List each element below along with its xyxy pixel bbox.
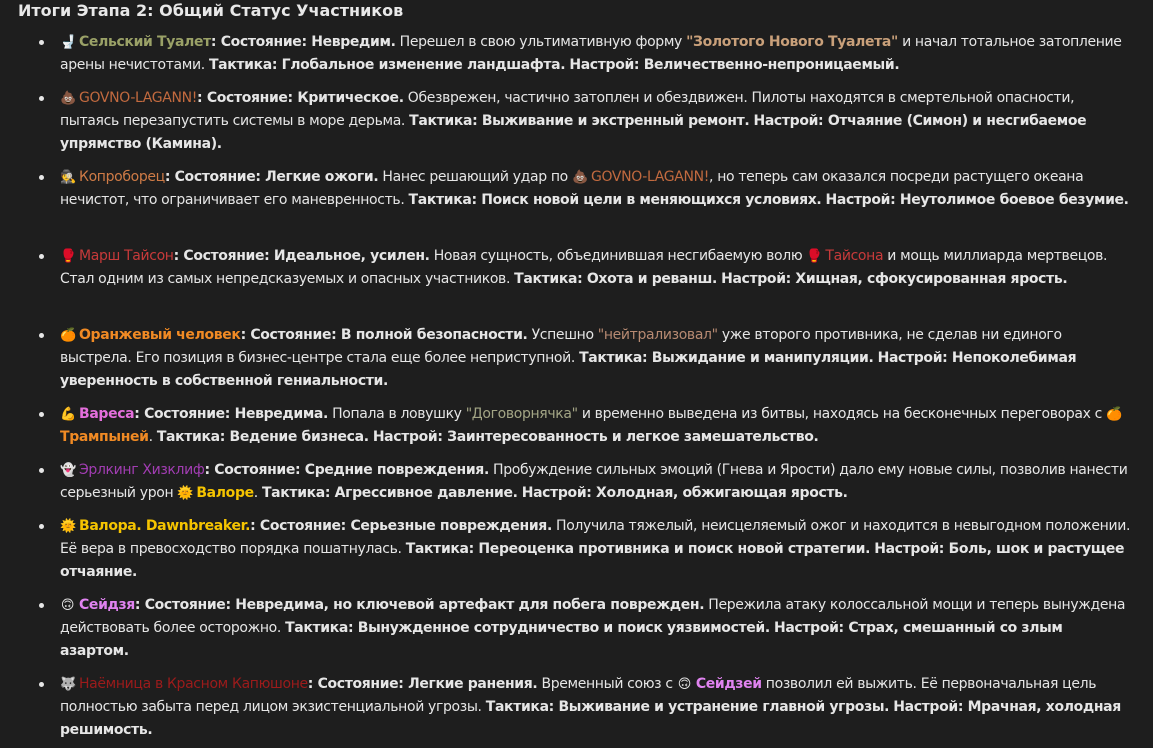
participant-item-govno-lagann: 💩 GOVNO-LAGANN!: Состояние: Критическое. Обезврежен, частично затоплен и обездвижен. Пилоты находятся в смертельной опасности, пытаясь перезапустить системы в море дерьма. Тактика: Выживание и экстренный ремонт. Настрой: Отчаяние (Симон) и несгибаемое упрямство (Камина). — [60, 87, 1135, 156]
participant-name: Валора. Dawnbreaker. — [79, 518, 251, 534]
ghost-icon: 👻 — [60, 463, 76, 478]
participant-description: Получила тяжелый, неисцеляемый ожог и находится в невыгодном положении. Её вера в превосходство порядка пошатнулась. — [60, 518, 1131, 557]
participant-item-koproborets: 🕵 Копроборец: Состояние: Легкие ожоги. Нанес решающий удар по 💩 GOVNO-LAGANN!, но теперь сам оказался посреди растущего океана нечистот, что ограничивает его маневренность. Тактика: Поиск новой цели в меняющихся условиях. Настрой: Неутолимое боевое безумие. — [60, 166, 1135, 212]
participant-item-erlking: 👻 Эрлкинг Хизклиф: Состояние: Средние повреждения. Пробуждение сильных эмоций (Гнева и Ярости) дало ему новые силы, позволив нанести серьезный урон 🌞 Валоре. Тактика: Агрессивное давление. Настрой: Холодная, обжигающая ярость. — [60, 459, 1135, 505]
participant-mood: Настрой: Величественно-непроницаемый. — [569, 57, 900, 73]
orange-icon: 🍊 — [60, 328, 76, 343]
participant-mood: Настрой: Страх, смешанный со злым азартом. — [60, 620, 1063, 659]
wolf-icon: 🐺 — [60, 677, 76, 692]
participant-quote: "Договорнячка" — [465, 406, 578, 422]
participant-description-cont: , но теперь сам оказался посреди растущего океана нечистот, что ограничивает его маневренность. — [60, 169, 1084, 208]
participant-description: Нанес решающий удар по — [378, 169, 572, 185]
participant-description: Перешел в свою ультимативную форму — [395, 34, 687, 50]
participant-status: Состояние: Средние повреждения. — [214, 462, 489, 478]
participant-name: Марш Тайсон — [79, 248, 174, 264]
list-bullet — [39, 412, 44, 417]
participant-name: Копроборец — [79, 169, 165, 185]
participant-description-end: . — [253, 485, 262, 501]
participant-tactic: Тактика: Охота и реванш. — [514, 271, 717, 287]
participant-tactic: Тактика: Выживание и устранение главной угрозы. — [485, 699, 890, 715]
participant-status: Состояние: Легкие ожоги. — [174, 169, 379, 185]
participant-description-cont: уже второго противника, не сделав ни единого выстрела. Его позиция в бизнес-центре стала еще более неприступной. — [60, 327, 1062, 366]
participant-item-orange-man: 🍊 Оранжевый человек: Состояние: В полной безопасности. Успешно "нейтрализовал" уже второго противника, не сделав ни единого выстрела. Его позиция в бизнес-центре стала еще более неприступной. Тактика: Выжидание и манипуляции. Настрой: Непоколебимая уверенность в собственной гениальности. — [60, 324, 1135, 393]
participant-status: Состояние: Невредима. — [144, 406, 328, 422]
participant-description: Успешно — [527, 327, 598, 343]
participant-reference: Тайсона — [825, 248, 884, 264]
participant-reference: Трампыней — [60, 429, 149, 445]
list-bullet — [39, 175, 44, 180]
participant-mood: Настрой: Неутолимое боевое безумие. — [825, 192, 1129, 208]
list-bullet — [39, 603, 44, 608]
participant-mood: Настрой: Мрачная, холодная решимость. — [60, 699, 1121, 738]
list-bullet — [39, 524, 44, 529]
participant-mood: Настрой: Хищная, сфокусированная ярость. — [721, 271, 1068, 287]
list-bullet — [39, 254, 44, 259]
participant-mood: Настрой: Непоколебимая уверенность в собственной гениальности. — [60, 350, 1077, 389]
participant-item-seidzya: 🙃 Сейдзя: Состояние: Невредима, но ключевой артефакт для побега поврежден. Пережила атаку колоссальной мощи и теперь вынуждена действовать более осторожно. Тактика: Вынужденное сотрудничество и поиск уязвимостей. Настрой: Страх, смешанный со злым азартом. — [60, 594, 1135, 663]
flexed-biceps-icon: 💪 — [60, 407, 76, 422]
participant-reference: Валоре — [196, 485, 254, 501]
participant-status: Состояние: Невредима, но ключевой артефакт для побега поврежден. — [144, 597, 705, 613]
participant-status: Состояние: Легкие ранения. — [317, 676, 538, 692]
participant-mood: Настрой: Холодная, обжигающая ярость. — [521, 485, 848, 501]
participant-tactic: Тактика: Вынужденное сотрудничество и поиск уязвимостей. — [285, 620, 770, 636]
list-bullet — [39, 333, 44, 338]
participant-name: Вареса — [79, 406, 135, 422]
participant-quote: "Золотого Нового Туалета" — [686, 34, 898, 50]
participant-description: Временный союз с — [537, 676, 677, 692]
participant-item-valora — [60, 515, 1135, 584]
participant-mood: Настрой: Заинтересованность и легкое замешательство. — [372, 429, 819, 445]
participant-name: Сельский Туалет — [79, 34, 211, 50]
participant-mood: Настрой: Боль, шок и растущее отчаяние. — [60, 541, 1125, 580]
list-bullet — [39, 40, 44, 45]
participant-tactic: Тактика: Переоценка противника и поиск новой стратегии. — [405, 541, 871, 557]
participant-tactic: Тактика: Агрессивное давление. — [261, 485, 518, 501]
participant-status: Состояние: Невредим. — [220, 34, 396, 50]
participant-description: Попала в ловушку — [328, 406, 466, 422]
list-bullet — [39, 96, 44, 101]
participant-status: Состояние: Критическое. — [206, 90, 404, 106]
boxing-glove-icon: 🥊 — [806, 249, 823, 264]
participant-description: Новая сущность, объединившая несгибаемую волю — [429, 248, 807, 264]
participant-description-cont: и начал тотальное затопление арены нечистотами. — [60, 34, 1122, 73]
toilet-icon: 🚽 — [60, 35, 76, 50]
participant-item-toilet: 🚽 Сельский Туалет: Состояние: Невредим. Перешел в свою ультимативную форму "Золотого Нового Туалета" и начал тотальное затопление арены нечистотами. Тактика: Глобальное изменение ландшафта. Настрой: Величественно-непроницаемый. — [60, 31, 1135, 77]
participant-description: Пробуждение сильных эмоций (Гнева и Ярости) дало ему новые силы, позволив нанести серьезный урон — [60, 462, 1128, 501]
participant-description: Обезврежен, частично затоплен и обездвижен. Пилоты находятся в смертельной опасности, пытаясь перезапустить системы в море дерьма. — [60, 90, 1075, 129]
poop-icon: 💩 — [571, 170, 588, 185]
upside-down-face-icon: 🙃 — [677, 677, 691, 692]
list-bullet — [39, 468, 44, 473]
participant-name: Наёмница в Красном Капюшоне — [79, 676, 308, 692]
sun-icon: 🌞 — [60, 519, 76, 534]
list-bullet — [39, 682, 44, 687]
participant-tactic: Тактика: Выжидание и манипуляции. — [579, 350, 874, 366]
page-title: Итоги Этапа 2: Общий Статус Участников — [18, 1, 404, 20]
participant-mood: Настрой: Отчаяние (Симон) и несгибаемое упрямство (Камина). — [60, 113, 1087, 152]
participant-reference: Сейдзей — [695, 676, 762, 692]
participant-description-cont: позволил ей выжить. Её первоначальная цель полностью забыта перед лицом экзистенциальной угрозы. — [60, 676, 1097, 715]
participant-status: : Состояние: Серьезные повреждения. — [250, 518, 552, 534]
participant-name: GOVNO-LAGANN! — [79, 90, 198, 106]
participant-status: Состояние: В полной безопасности. — [250, 327, 528, 343]
participant-description-cont: и мощь миллиарда мертвецов. Стал одним из самых непредсказуемых и опасных участников. — [60, 248, 1108, 287]
participant-tactic: Тактика: Поиск новой цели в меняющихся условиях. — [408, 192, 822, 208]
participant-name: Эрлкинг Хизклиф — [79, 462, 205, 478]
participant-name: Оранжевый человек — [79, 327, 241, 343]
participant-tactic: Тактика: Ведение бизнеса. — [156, 429, 369, 445]
participant-item-varesa: 💪 Вареса: Состояние: Невредима. Попала в ловушку "Договорнячка" и временно выведена из битвы, находясь на бесконечных переговорах с 🍊Трампыней. Тактика: Ведение бизнеса. Настрой: Заинтересованность и легкое замешательство. — [60, 403, 1135, 449]
participant-description-end: . — [148, 429, 157, 445]
sun-icon: 🌞 — [177, 486, 194, 501]
participant-name: Сейдзя — [79, 597, 135, 613]
orange-icon: 🍊 — [1106, 407, 1122, 422]
participant-description-cont: и временно выведена из битвы, находясь на бесконечных переговорах с — [577, 406, 1107, 422]
detective-icon: 🕵 — [60, 170, 76, 185]
participant-item-naemnitsa: 🐺 Наёмница в Красном Капюшоне: Состояние: Легкие ранения. Временный союз с 🙃 Сейдзей позволил ей выжить. Её первоначальная цель полностью забыта перед лицом экзистенциальной угрозы. Тактика: Выживание и устранение главной угрозы. Настрой: Мрачная, холодная решимость. — [60, 673, 1135, 742]
participant-tactic: Тактика: Глобальное изменение ландшафта. — [208, 57, 566, 73]
participant-quote: "нейтрализовал" — [597, 327, 718, 343]
poop-icon: 💩 — [60, 91, 76, 106]
participant-reference: GOVNO-LAGANN! — [590, 169, 709, 185]
participant-item-marsh-tyson: 🥊 Марш Тайсон: Состояние: Идеальное, усилен. Новая сущность, объединившая несгибаемую волю 🥊 Тайсона и мощь миллиарда мертвецов. Стал одним из самых непредсказуемых и опасных участников. Тактика: Охота и реванш. Настрой: Хищная, сфокусированная ярость. — [60, 245, 1135, 291]
participant-status: Состояние: Идеальное, усилен. — [183, 248, 430, 264]
boxing-glove-icon: 🥊 — [60, 249, 76, 264]
participant-description: Пережила атаку колоссальной мощи и теперь вынуждена действовать более осторожно. — [60, 597, 1126, 636]
participant-tactic: Тактика: Выживание и экстренный ремонт. — [409, 113, 750, 129]
upside-down-face-icon: 🙃 — [60, 598, 75, 613]
